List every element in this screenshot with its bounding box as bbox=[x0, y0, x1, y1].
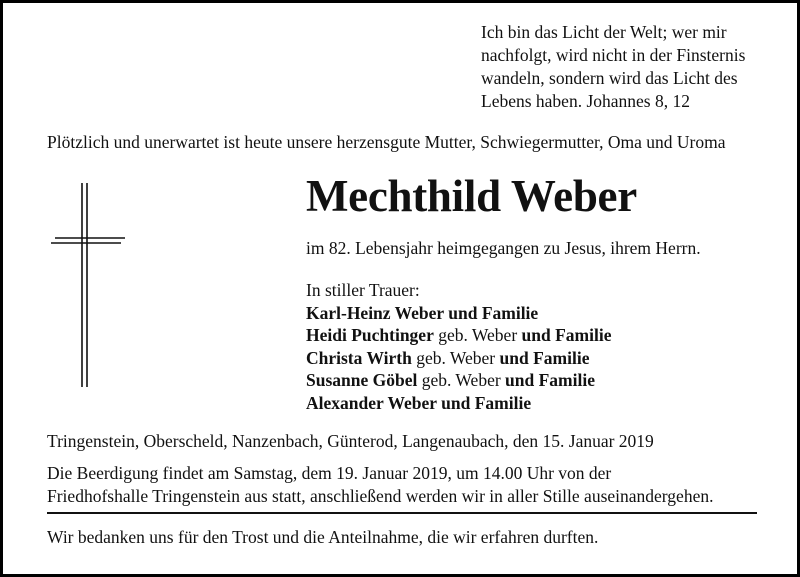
mourner-row bbox=[306, 347, 611, 370]
deceased-name: Mechthild Weber bbox=[306, 171, 637, 221]
funeral-line: Die Beerdigung findet am Samstag, dem 19. Januar 2019, um 14.00 Uhr von der bbox=[47, 463, 612, 483]
mourner-name: Alexander Weber und Familie bbox=[306, 392, 532, 413]
mourner-row bbox=[306, 369, 611, 392]
mourner-name: Christa Wirth bbox=[306, 347, 412, 368]
verse-line: Lebens haben. Johannes 8, 12 bbox=[481, 91, 690, 111]
funeral-info bbox=[47, 462, 713, 508]
verse-line: wandeln, sondern wird das Licht des bbox=[481, 68, 738, 88]
mourner-name: Heidi Puchtinger bbox=[306, 325, 434, 345]
mourner-family: und Familie bbox=[505, 370, 595, 390]
verse-line: nachfolgt, wird nicht in der Finsternis bbox=[481, 45, 746, 65]
mourner-row bbox=[306, 302, 611, 325]
age-line: im 82. Lebensjahr heimgegangen zu Jesus, ihrem Herrn. bbox=[306, 238, 701, 258]
mourner-name: Karl-Heinz Weber und Familie bbox=[306, 302, 539, 323]
mourner-family: und Familie bbox=[499, 347, 590, 368]
cross-icon bbox=[49, 181, 129, 396]
mourner-birth-name: geb. Weber bbox=[433, 325, 522, 345]
mourner-row bbox=[306, 392, 611, 415]
mourners-block bbox=[306, 279, 611, 414]
funeral-line: Friedhofshalle Tringenstein aus statt, anschließend werden wir in aller Stille auseinandergehen. bbox=[47, 486, 714, 506]
intro-text: Plötzlich und unerwartet ist heute unsere herzensgute Mutter, Schwiegermutter, Oma und Uroma bbox=[47, 132, 726, 152]
thanks-text: Wir bedanken uns für den Trost und die Anteilnahme, die wir erfahren durften. bbox=[47, 527, 599, 547]
mourner-row bbox=[306, 324, 611, 347]
divider-line bbox=[47, 512, 757, 514]
mourners-heading: In stiller Trauer: bbox=[306, 280, 420, 300]
verse-line: Ich bin das Licht der Welt; wer mir bbox=[481, 22, 727, 42]
mourner-family: und Familie bbox=[521, 325, 612, 345]
mourner-birth-name: geb. Weber bbox=[417, 370, 506, 390]
mourner-birth-name: geb. Weber bbox=[411, 347, 500, 368]
bible-verse bbox=[481, 21, 781, 113]
place-and-date: Tringenstein, Oberscheld, Nanzenbach, Günterod, Langenaubach, den 15. Januar 2019 bbox=[47, 431, 654, 451]
mourner-name: Susanne Göbel bbox=[306, 370, 418, 390]
